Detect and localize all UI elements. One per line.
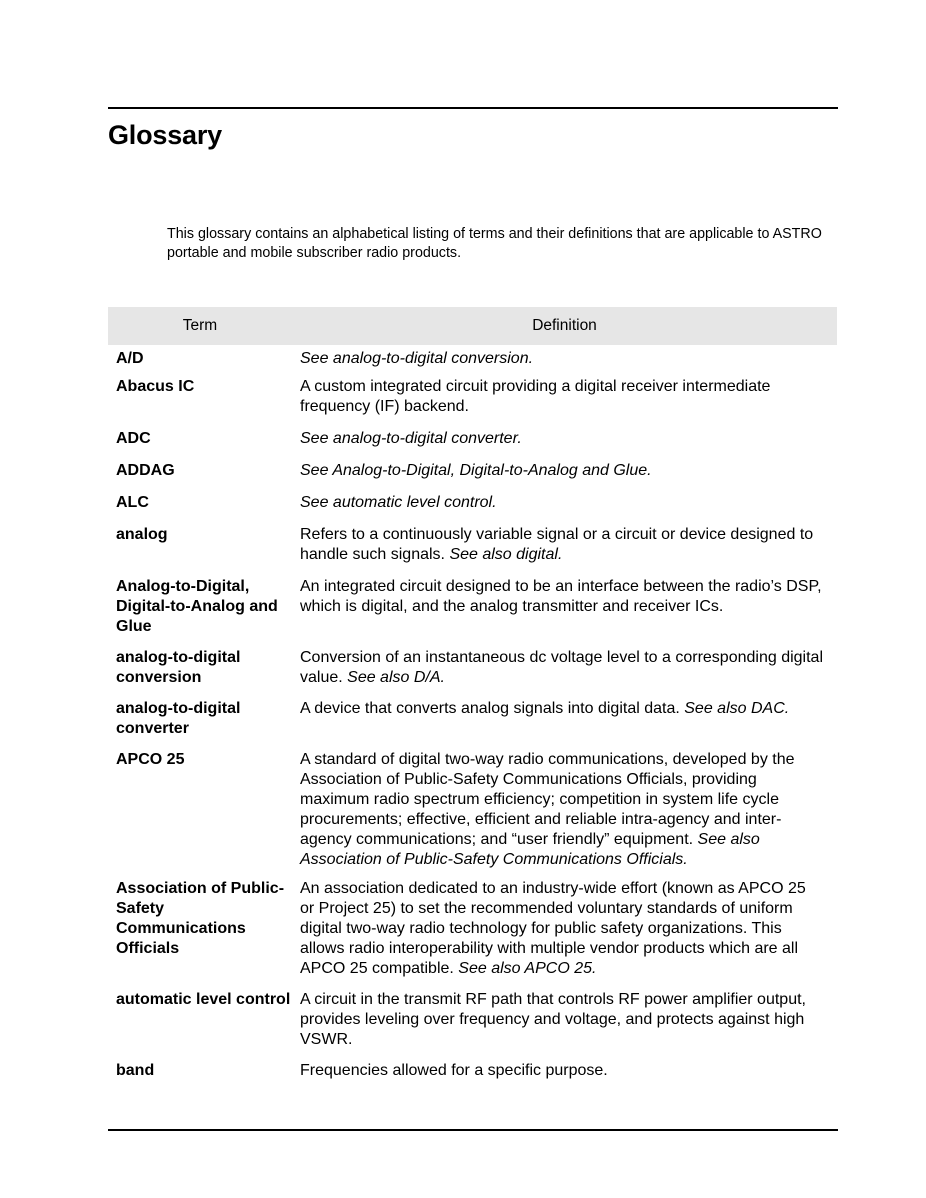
row-definition: A circuit in the transmit RF path that controls RF power amplifier output, provides leveling over frequency and voltage, and protects against high VSWR.	[300, 991, 806, 1048]
table-row	[108, 1061, 837, 1089]
row-term: Analog-to-Digital, Digital-to-Analog and Glue	[116, 578, 278, 635]
table-header	[108, 307, 837, 345]
top-rule	[108, 107, 838, 109]
row-definition: An integrated circuit designed to be an interface between the radio’s DSP, which is digital, and the analog transmitter and receiver ICs.	[300, 578, 822, 615]
bottom-rule	[108, 1129, 838, 1131]
table-row	[108, 699, 837, 750]
row-term: Abacus IC	[116, 378, 195, 395]
row-definition: An association dedicated to an industry-wide effort (known as APCO 25 or Project 25) to set the recommended voluntary standards of uniform digital two-way radio technology for public safety organizations. This allows radio interoperability with multiple vendor products which are all APCO 25 compatible. See also APCO 25.	[300, 880, 806, 977]
table-row	[108, 879, 837, 990]
header-term: Term	[182, 317, 218, 334]
table-row	[108, 429, 837, 461]
row-term: automatic level control	[116, 991, 291, 1008]
row-term: ADC	[116, 430, 151, 447]
row-definition: Refers to a continuously variable signal or a circuit or device designed to handle such signals. See also digital.	[300, 526, 814, 563]
table-row	[108, 493, 837, 525]
row-definition: See Analog-to-Digital, Digital-to-Analog and Glue.	[300, 462, 652, 479]
row-term: ADDAG	[116, 462, 175, 479]
row-term: band	[116, 1062, 155, 1079]
table-row	[108, 345, 837, 377]
table-row	[108, 990, 837, 1061]
intro-paragraph: This glossary contains an alphabetical listing of terms and their definitions that are applicable to ASTRO portable and mobile subscriber radio products.	[167, 226, 822, 261]
glossary-table	[108, 307, 837, 1089]
header-definition: Definition	[532, 317, 597, 334]
table-row	[108, 577, 837, 648]
row-term: ALC	[116, 494, 149, 511]
table-row	[108, 525, 837, 577]
table-row	[108, 750, 837, 879]
row-definition: Frequencies allowed for a specific purpose.	[300, 1062, 608, 1079]
row-term: A/D	[116, 350, 144, 367]
row-definition: See analog-to-digital converter.	[300, 430, 522, 447]
row-definition: A standard of digital two-way radio communications, developed by the Association of Public-Safety Communications Officials, providing maximum radio spectrum efficiency; competition in system life cycle procurements; effective, efficient and reliable intra-agency and inter-agency communications; and “user friendly” equipment. See also Association of Public-Safety Communications Officials.	[300, 751, 795, 868]
row-definition: A device that converts analog signals into digital data. See also DAC.	[300, 700, 790, 717]
row-definition: A custom integrated circuit providing a digital receiver intermediate frequency (IF) backend.	[300, 378, 771, 415]
table-row	[108, 377, 837, 429]
row-term: Association of Public-Safety Communications Officials	[116, 880, 285, 957]
row-term: analog	[116, 526, 168, 543]
row-term: analog-to-digital conversion	[116, 649, 241, 686]
page-title: Glossary	[108, 120, 222, 150]
row-definition: See analog-to-digital conversion.	[300, 350, 534, 367]
table-row	[108, 648, 837, 699]
row-definition: See automatic level control.	[300, 494, 497, 511]
row-term: APCO 25	[116, 751, 185, 768]
row-definition: Conversion of an instantaneous dc voltage level to a corresponding digital value. See also D/A.	[300, 649, 823, 686]
row-term: analog-to-digital converter	[116, 700, 241, 737]
table-row	[108, 461, 837, 493]
